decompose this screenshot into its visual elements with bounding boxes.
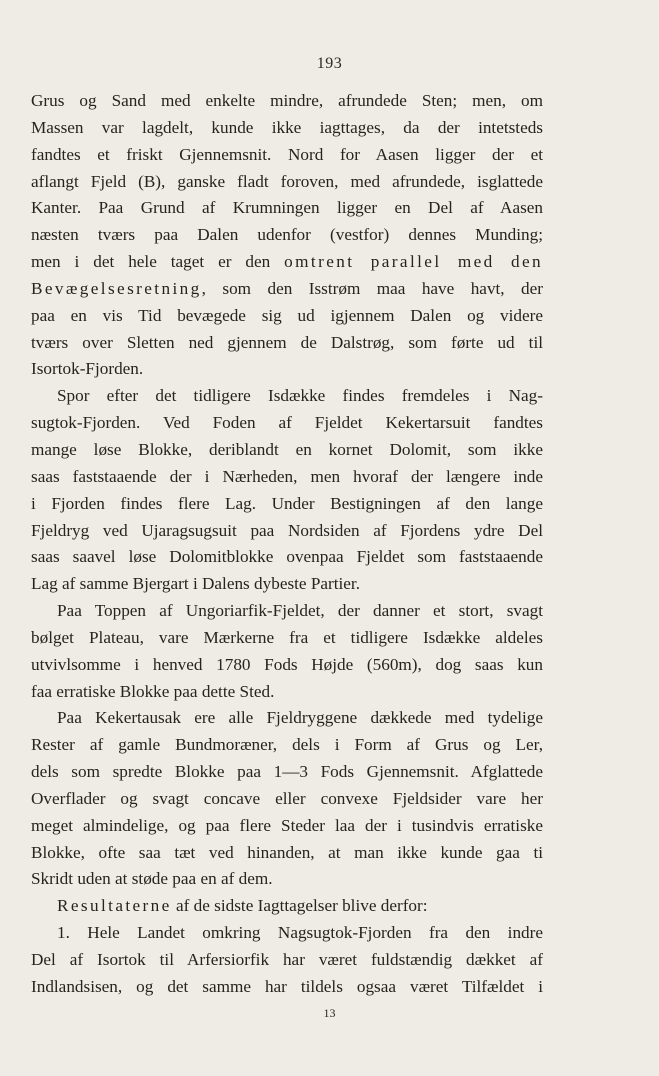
text-segment: af de sidste Iagttagelser blive derfor: (171, 896, 428, 916)
text-line: saas faststaaende der i Nærheden, men hvoraf der længere inde (31, 466, 543, 486)
text-line: Kanter. Paa Grund af Krumningen ligger en Del af Aasen (31, 198, 543, 218)
text-line: dels som spredte Blokke paa 1—3 Fods Gjennemsnit. Afglattede (31, 762, 543, 782)
text-line: næsten tværs paa Dalen udenfor (vestfor) dennes Munding; (31, 225, 543, 245)
text-line: sugtok-Fjorden. Ved Foden af Fjeldet Kekertarsuit fandtes (31, 413, 543, 433)
text-line (31, 893, 543, 920)
spaced-emphasis: Bevægelsesretning (31, 278, 202, 298)
text-line (31, 276, 543, 303)
text-line: Isortok-Fjorden. (31, 359, 144, 379)
page-number: 193 (316, 55, 343, 72)
text-line: 1. Hele Landet omkring Nagsugtok-Fjorden fra den indre (57, 923, 543, 943)
text-line: Del af Isortok til Arfersiorfik har været fuldstændig dækket af (31, 950, 543, 969)
signature-mark: 13 (323, 1006, 336, 1020)
text-segment: , som den Isstrøm maa have havt, der (201, 278, 543, 298)
text-line: Indlandsisen, og det samme har tildels ogsaa været Tilfældet i (31, 976, 543, 996)
text-line: Blokke, ofte saa tæt ved hinanden, at man ikke kunde gaa ti (31, 842, 543, 862)
text-line: aflangt Fjeld (B), ganske fladt foroven, med afrundede, isglattede (31, 171, 543, 191)
text-line: meget almindelige, og paa flere Steder laa der i tusindvis erratiske (31, 815, 543, 835)
body-text (31, 88, 543, 1001)
text-line: saas saavel løse Dolomitblokke ovenpaa Fjeldet som faststaaende (31, 547, 543, 567)
text-segment: men i det hele taget er den (31, 252, 285, 272)
text-line: mange løse Blokke, deriblandt en kornet Dolomit, som ikke (31, 439, 543, 459)
text-line: Overflader og svagt concave eller convexe Fjeldsider vare her (31, 788, 543, 808)
text-line: paa en vis Tid bevægede sig ud igjennem Dalen og videre (31, 305, 543, 325)
text-line: Rester af gamle Bundmoræner, dels i Form af Grus og Ler, (31, 735, 543, 755)
text-line: Massen var lagdelt, kunde ikke iagttages, da der intetsteds (31, 117, 543, 137)
text-line: tværs over Sletten ned gjennem de Dalstrøg, som førte ud til (31, 332, 543, 352)
spaced-emphasis: Resultaterne (57, 896, 172, 916)
text-line: Spor efter det tidligere Isdække findes fremdeles i Nag- (57, 386, 543, 406)
text-line: Fjeldryg ved Ujaragsugsuit paa Nordsiden af Fjordens ydre Del (31, 520, 543, 540)
text-line: faa erratiske Blokke paa dette Sted. (31, 681, 275, 701)
text-line: Grus og Sand med enkelte mindre, afrundede Sten; men, om (31, 91, 543, 110)
text-line: Paa Toppen af Ungoriarfik-Fjeldet, der danner et stort, svagt (57, 601, 543, 621)
text-line: i Fjorden findes flere Lag. Under Bestigningen af den lange (31, 493, 543, 513)
text-line: bølget Plateau, vare Mærkerne fra et tidligere Isdække aldeles (31, 627, 543, 647)
text-line: fandtes et friskt Gjennemsnit. Nord for Aasen ligger der et (31, 144, 543, 164)
text-line: utvivlsomme i henved 1780 Fods Højde (560m), dog saas kun (31, 654, 543, 674)
text-line (31, 249, 543, 276)
text-line: Skridt uden at støde paa en af dem. (31, 869, 273, 889)
spaced-emphasis: omtrent parallel med den (284, 252, 543, 272)
text-line: Paa Kekertausak ere alle Fjeldryggene dækkede med tydelige (57, 708, 543, 728)
text-line: Lag af samme Bjergart i Dalens dybeste Partier. (31, 574, 361, 594)
